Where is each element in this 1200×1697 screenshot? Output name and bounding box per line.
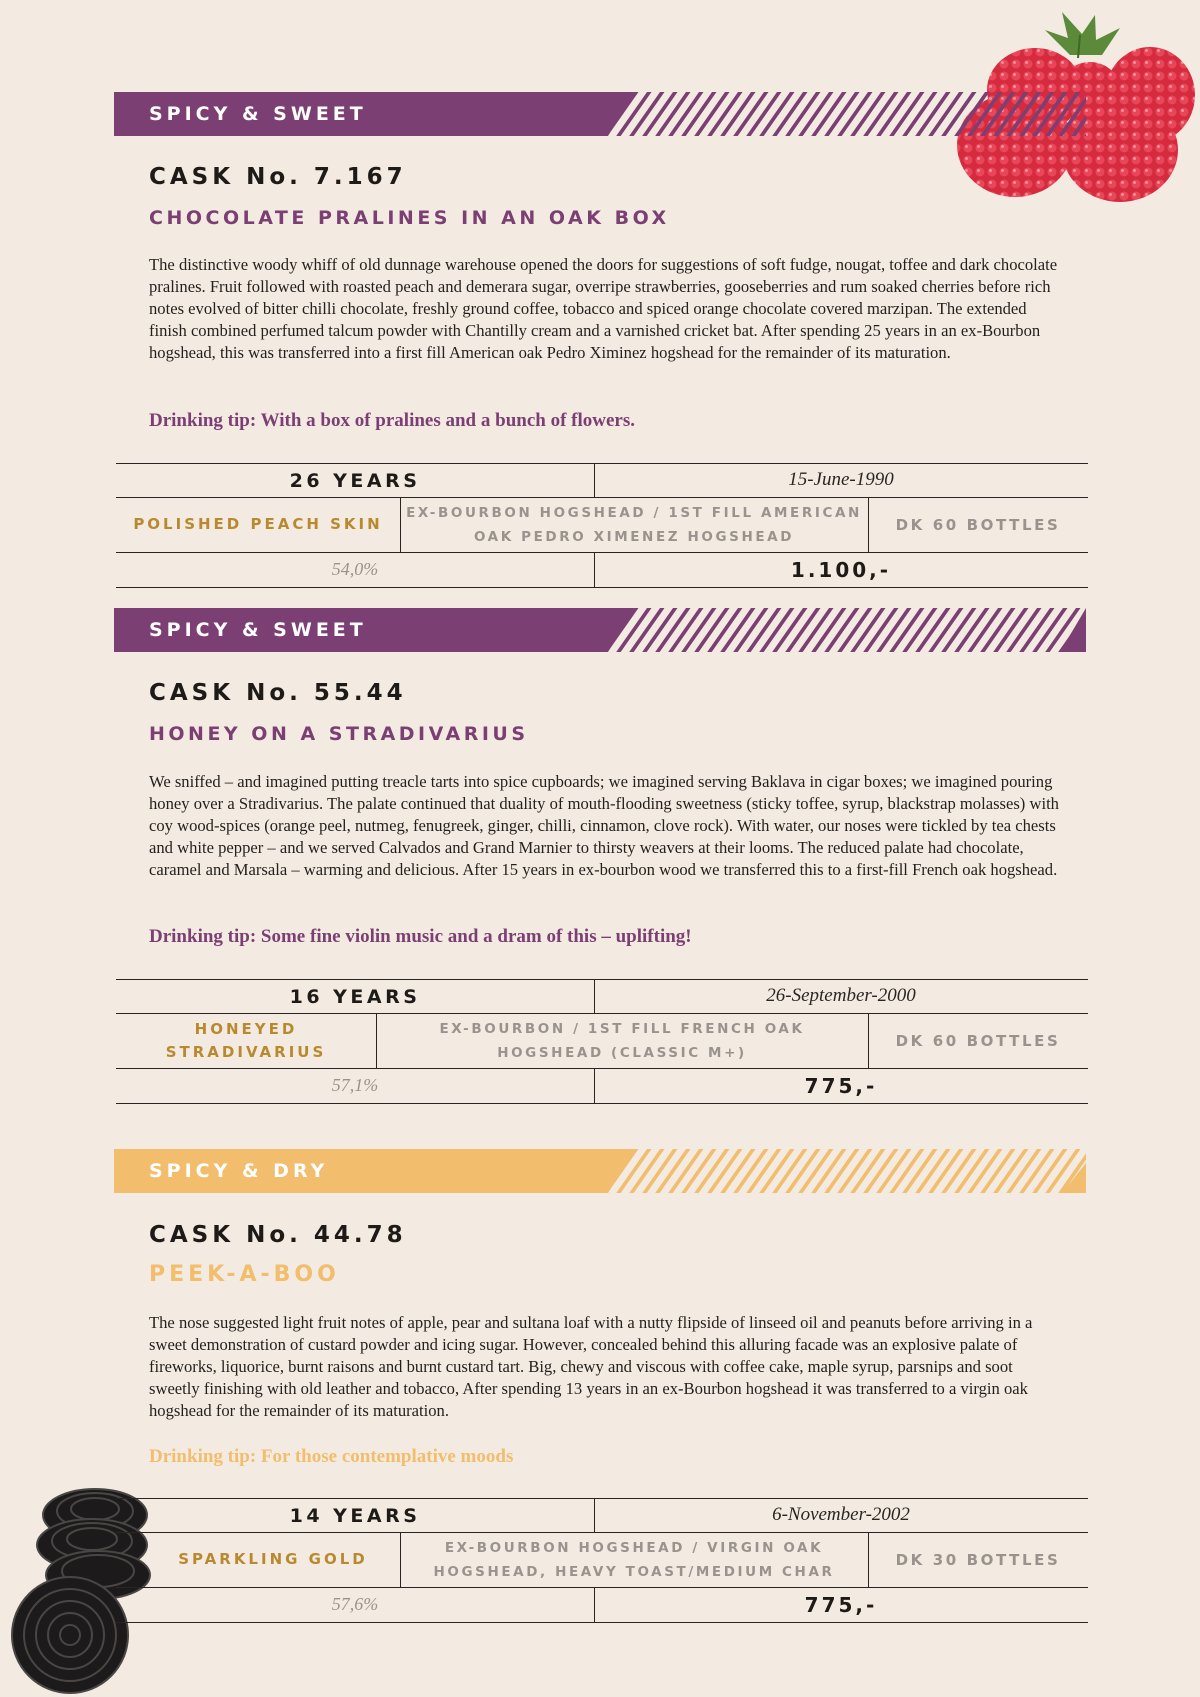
- cask-number: CASK No. 44.78: [149, 1222, 407, 1248]
- distilled-date: 26-September-2000: [766, 985, 916, 1006]
- cask-type: EX-BOURBON HOGSHEAD / 1ST FILL AMERICAN OAK PEDRO XIMENEZ HOGSHEAD: [406, 504, 862, 545]
- drinking-tip: Drinking tip: With a box of pralines and a bunch of flowers.: [149, 410, 635, 431]
- distilled-date: 6-November-2002: [772, 1504, 910, 1525]
- category-label: SPICY & DRY: [149, 1160, 329, 1182]
- age: 26 YEARS: [289, 470, 421, 492]
- drinking-tip: Drinking tip: For those contemplative moods: [149, 1446, 514, 1467]
- distilled-date: 15-June-1990: [788, 469, 894, 490]
- cask-name: PEEK-A-BOO: [149, 1262, 340, 1287]
- category-banner: [114, 92, 1086, 136]
- abv: 57,6%: [331, 1594, 379, 1614]
- category-banner: [114, 608, 1086, 652]
- price: 775,-: [804, 1592, 878, 1617]
- price: 775,-: [804, 1073, 878, 1098]
- cask-name: HONEY ON A STRADIVARIUS: [149, 723, 529, 745]
- cask-type: EX-BOURBON HOGSHEAD / VIRGIN OAK HOGSHEAD, HEAVY TOAST/MEDIUM CHAR: [433, 1539, 835, 1580]
- age: 16 YEARS: [289, 986, 421, 1008]
- category-label: SPICY & SWEET: [149, 103, 367, 125]
- cask-number: CASK No. 7.167: [149, 164, 407, 190]
- abv: 54,0%: [331, 559, 379, 579]
- cask-name: CHOCOLATE PRALINES IN AN OAK BOX: [149, 207, 670, 229]
- tasting-note: We sniffed – and imagined putting treacle tarts into spice cupboards; we imagined serving Baklava in cigar boxes; we imagined pouring honey over a Stradivarius. The palate continued that duality of mouth-flooding sweetness (sticky toffee, syrup, blackstrap molasses) with coy wood-spices (orange peel, nutmeg, fenugreek, ginger, chilli, cinnamon, clove rock). With water, our noses were tickled by tea chests and white pepper – and we served Calvados and Grand Marnier to thirsty weavers at their looms. The reduced palate had chocolate, caramel and Marsala – warming and delicious. After 15 years in ex-bourbon wood we transferred this to a first-fill French oak hogshead.: [149, 772, 1059, 879]
- bottle-count: DK 30 BOTTLES: [895, 1550, 1061, 1569]
- category-banner: [114, 1149, 1086, 1193]
- cask-details-table: [116, 979, 1088, 1104]
- tasting-note: The nose suggested light fruit notes of apple, pear and sultana loaf with a nutty flipside of linseed oil and peanuts before arriving in a sweet demonstration of custard powder and icing sugar. However, concealed behind this alluring facade was an explosive palate of fireworks, liquorice, burnt raisons and burnt custard tart. Big, chewy and viscous with coffee cake, maple syrup, parsnips and soot sweetly finishing with old leather and tobacco, After spending 13 years in an ex-Bourbon hogshead it was transferred to a virgin oak hogshead for the remainder of its maturation.: [149, 1313, 1033, 1420]
- age: 14 YEARS: [289, 1505, 421, 1527]
- cask-details-table: [116, 1498, 1088, 1623]
- abv: 57,1%: [331, 1075, 379, 1095]
- price: 1.100,-: [790, 557, 892, 582]
- tasting-note: The distinctive woody whiff of old dunnage warehouse opened the doors for suggestions of soft fudge, nougat, toffee and dark chocolate pralines. Fruit followed with roasted peach and demerara sugar, overripe strawberries, gooseberries and rum soaked cherries before rich notes evolved of bitter chilli chocolate, freshly ground coffee, tobacco and spiced orange chocolate covered marzipan. The extended finish combined perfumed talcum powder with Chantilly cream and a varnished cricket bat. After spending 25 years in an ex-Bourbon hogshead, this was transferred into a first fill American oak Pedro Ximinez hogshead for the remainder of its maturation.: [149, 255, 1058, 362]
- cask-type: EX-BOURBON / 1ST FILL FRENCH OAK HOGSHEAD (CLASSIC M+): [439, 1020, 805, 1061]
- colour-note: SPARKLING GOLD: [178, 1550, 368, 1568]
- cask-details-table: [116, 463, 1088, 588]
- cask-number: CASK No. 55.44: [149, 680, 407, 706]
- drinking-tip: Drinking tip: Some fine violin music and a dram of this – uplifting!: [149, 926, 692, 947]
- colour-note: HONEYED STRADIVARIUS: [165, 1019, 327, 1061]
- colour-note: POLISHED PEACH SKIN: [133, 515, 383, 533]
- bottle-count: DK 60 BOTTLES: [895, 1031, 1061, 1050]
- category-label: SPICY & SWEET: [149, 619, 367, 641]
- bottle-count: DK 60 BOTTLES: [895, 515, 1061, 534]
